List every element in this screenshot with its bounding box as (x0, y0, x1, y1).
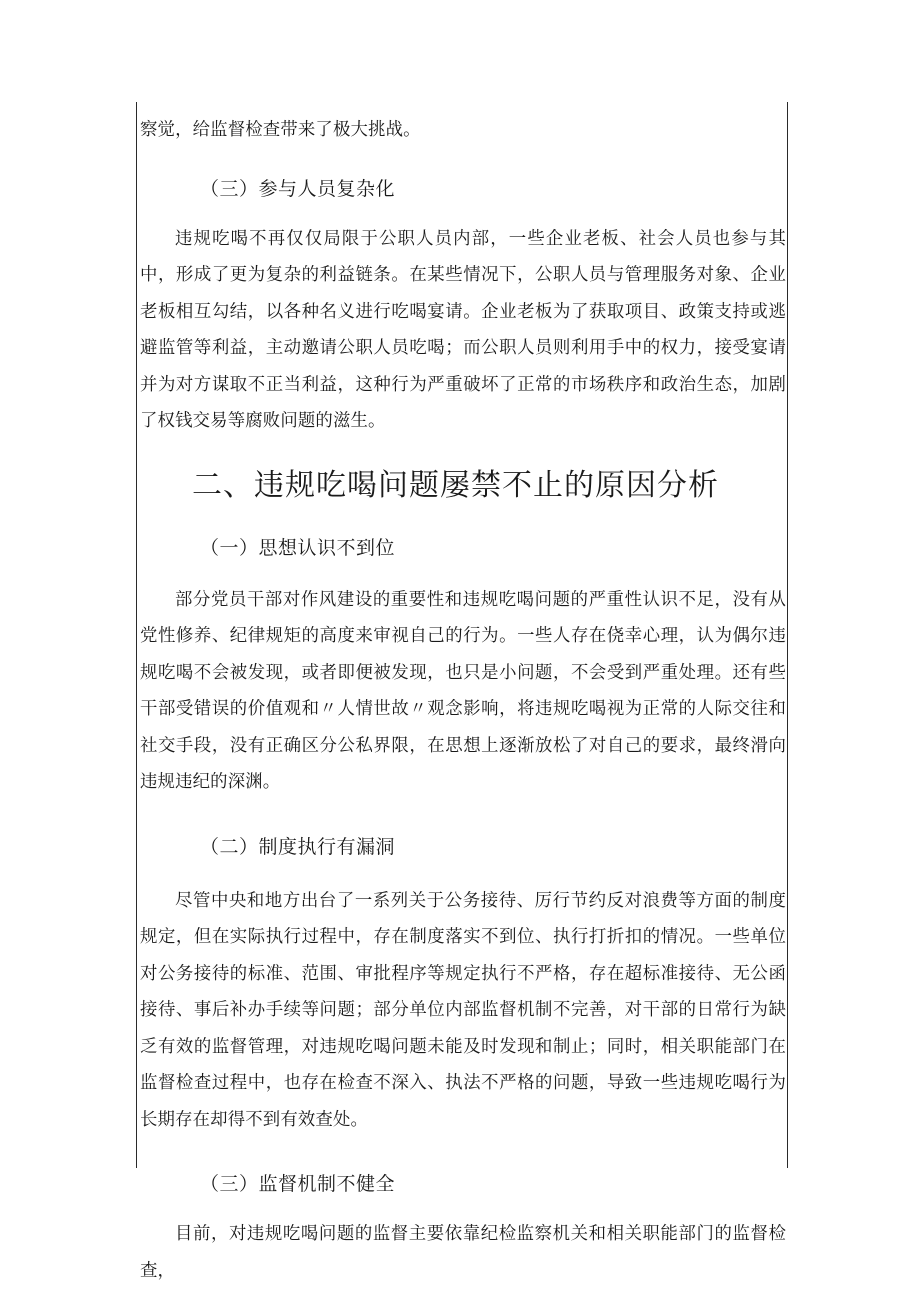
section-paragraph-enforcement: 尽管中央和地方出台了一系列关于公务接待、厉行节约反对浪费等方面的制度规定，但在实际执行过程中，存在制度落实不到位、执行打折扣的情况。一些单位对公务接待的标准、范围、审批程序等规定执行不严格，存在超标准接待、无公函接待、事后补办手续等问题；部分单位内部监督机制不完善，对干部的日常行为缺乏有效的监督管理，对违规吃喝问题未能及时发现和制止；同时，相关职能部门在监督检查过程中，也存在检查不深入、执法不严格的问题，导致一些违规吃喝行为长期存在却得不到有效查处。 (140, 890, 786, 1130)
section-heading-enforcement: （二）制度执行有漏洞 (200, 835, 396, 858)
section-paragraph-participants: 违规吃喝不再仅仅局限于公职人员内部，一些企业老板、社会人员也参与其中，形成了更为复杂的利益链条。在某些情况下，公职人员与管理服务对象、企业老板相互勾结，以各种名义进行吃喝宴请。企业老板为了获取项目、政策支持或逃避监管等利益，主动邀请公职人员吃喝；而公职人员则利用手中的权力，接受宴请并为对方谋取不正当利益，这种行为严重破坏了正常的市场秩序和政治生态，加剧了权钱交易等腐败问题的滋生。 (140, 228, 786, 431)
section-heading-awareness: （一）思想认识不到位 (200, 536, 396, 559)
chapter-heading: 二、违规吃喝问题屡禁不止的原因分析 (192, 467, 719, 503)
section-heading-supervision: （三）监督机制不健全 (200, 1173, 396, 1195)
continuation-paragraph: 察觉，给监督检查带来了极大挑战。 (140, 120, 421, 140)
section-paragraph-supervision: 目前，对违规吃喝问题的监督主要依靠纪检监察机关和相关职能部门的监督检查， (140, 1224, 786, 1281)
document-body (140, 112, 786, 1289)
section-heading-participants: （三）参与人员复杂化 (200, 177, 396, 200)
section-paragraph-awareness: 部分党员干部对作风建设的重要性和违规吃喝问题的严重性认识不足，没有从党性修养、纪律规矩的高度来审视自己的行为。一些人存在侥幸心理，认为偶尔违规吃喝不会被发现，或者即便被发现，也只是小问题，不会受到严重处理。还有些干部受错误的价值观和〃人情世故〃观念影响，将违规吃喝视为正常的人际交往和社交手段，没有正确区分公私界限，在思想上逐渐放松了对自己的要求，最终滑向违规违纪的深渊。 (140, 589, 786, 792)
